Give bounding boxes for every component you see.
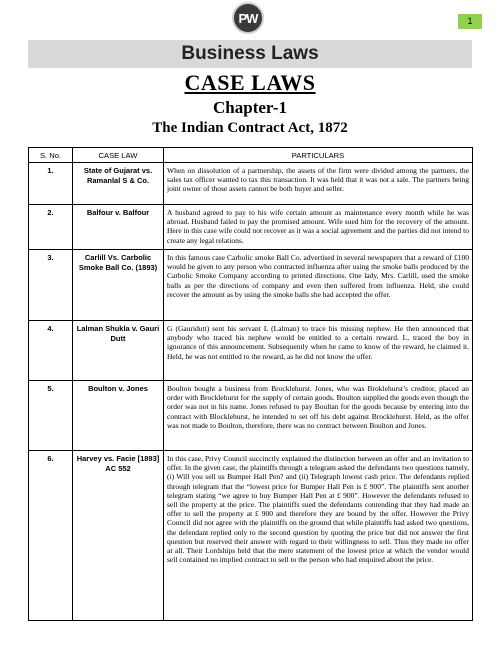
table-row bbox=[29, 381, 473, 451]
row-particulars: When on dissolution of a partnership, the assets of the firm were divided among the partners, the sales tax officer wanted to tax this transaction. It was held that it was not a sale. The partners being joint owner of those assets cannot be both buyer and seller. bbox=[164, 163, 473, 205]
row-particulars: G (Gauridutt) sent his servant L (Lalman) to trace his missing nephew. He then announced that anybody who traced his nephew would be entitled to a certain reward. L, traced the boy in ignorance of this announcement. Subsequently when he came to know of the reward, he claimed it. Held, he was not entitled to the reward, as he did not know the offer. bbox=[164, 321, 473, 381]
subject-title: Business Laws bbox=[181, 43, 319, 64]
row-particulars: Boulton bought a business from Brocklehurst. Jones, who was Broklehurst’s creditor, placed an order with Brocklehurst for the supply of certain goods. Boulton supplied the goods even though the order was not in his name. Jones refused to pay Boultan for the goods because by entering into the contract with Blocklehurst, he intended to set off his debt against Brocklehurst. Held, as the offer was not made to Boulton, therefore, there was no contract between Boulton and Jones. bbox=[164, 381, 473, 451]
row-sno: 5. bbox=[29, 381, 73, 451]
column-header-sno: S. No. bbox=[29, 148, 73, 163]
row-sno: 3. bbox=[29, 250, 73, 321]
row-particulars: A husband agreed to pay to his wife certain amount as maintenance every month while he was abroad. Husband failed to pay the promised amount. Wife sued him for the recovery of the amount. Here in this case wife could not recover as it was a social agreement and the parties did not intend to create any legal relations. bbox=[164, 205, 473, 250]
table-row bbox=[29, 321, 473, 381]
row-case-name: Harvey vs. Facie [1893] AC 552 bbox=[73, 451, 164, 621]
table-row bbox=[29, 451, 473, 621]
row-sno: 6. bbox=[29, 451, 73, 621]
table-header-row bbox=[29, 148, 473, 163]
chapter-heading: Chapter-1 bbox=[213, 98, 287, 117]
table-row bbox=[29, 163, 473, 205]
column-header-case-law: CASE LAW bbox=[73, 148, 164, 163]
row-particulars: In this case, Privy Council succinctly explained the distinction between an offer and an invitation to offer. In the given case, the plaintiffs through a telegram asked the defendants two questions namely, (i) Will you sell us Bumper Hall Pen? and (ii) Telegraph lowest cash price. The defendants replied through telegram that the “lowest price for Bumper Hall Pen is £ 900”. The plaintiffs sent another telegram stating “we agree to buy Bumper Hall Pen at £ 900”. However the defendants refused to sell the property at the price. The plaintiffs sued the defendants contending that they had made an offer to sell the property at £ 900 and therefore they are bound by the offer. However the Privy Council did not agree with the plaintiffs on the ground that while plaintiffs had asked two questions, the defendant replied only to the second question by quoting the price but did not answer the first question but reserved their answer with regard to their willingness to sell. Thus they made no offer at all. Their Lordships held that the mere statement of the lowest price at which the vendor would sell contained no implied contract to sell to the person who had enquired about the price. bbox=[164, 451, 473, 621]
row-case-name: Boulton v. Jones bbox=[73, 381, 164, 451]
row-sno: 4. bbox=[29, 321, 73, 381]
row-case-name: Lalman Shukla v. Gauri Dutt bbox=[73, 321, 164, 381]
row-particulars: In this famous case Carbolic smoke Ball Co. advertised in several newspapers that a reward of £100 would be given to any person who contracted influenza after using the smoke balls produced by the Carbolic Smoke Company according to printed directions. One lady, Mrs. Carlill, used the smoke balls as per the directions of company and even then suffered from influenza. Held, she could recover the amount as by using the smoke balls she had accepted the offer. bbox=[164, 250, 473, 321]
logo-text: PW bbox=[238, 10, 258, 26]
table-row bbox=[29, 250, 473, 321]
row-case-name: Balfour v. Balfour bbox=[73, 205, 164, 250]
case-law-table bbox=[28, 147, 473, 621]
act-heading: The Indian Contract Act, 1872 bbox=[152, 120, 348, 136]
table-row bbox=[29, 205, 473, 250]
column-header-particulars: PARTICULARS bbox=[164, 148, 473, 163]
row-sno: 2. bbox=[29, 205, 73, 250]
document-title: CASE LAWS bbox=[184, 70, 316, 95]
row-case-name: State of Gujarat vs. Ramanlal S & Co. bbox=[73, 163, 164, 205]
subject-banner bbox=[28, 40, 472, 68]
brand-logo bbox=[232, 2, 264, 34]
page-number-badge: 1 bbox=[458, 14, 482, 29]
row-case-name: Carlill Vs. Carbolic Smoke Ball Co. (1893) bbox=[73, 250, 164, 321]
row-sno: 1. bbox=[29, 163, 73, 205]
